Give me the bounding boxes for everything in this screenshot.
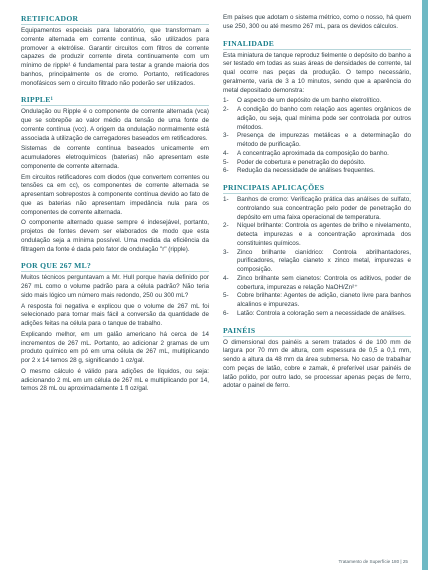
list-item-text: Presença de impurezas metálicas e a determinação do método de purificação. (237, 132, 411, 148)
paragraph: Em circuitos retificadores com diodos (que convertem correntes ou tensões ca em cc), os componentes de corrente alternada se apresentam sobrepostos à componente contínua devido ao fato de que as baterias não apresentam impedância nula para os componentes de corrente alternada. (21, 173, 209, 216)
paragraph: Ondulação ou Ripple é o componente de corrente alternada (vca) que se sobrepõe ao valor médio da tensão de uma fonte de corrente contínua (vcc). A origem da ondulação normalmente está associada à utilização de carregadores baseados em retificadores. (21, 108, 209, 142)
list-item (223, 106, 411, 132)
list-item (223, 97, 411, 106)
section-aplicacoes (223, 183, 411, 319)
list-item-text: Banhos de cromo: Verificação prática das análises de sulfato, controlando sua concentração pelo poder de penetração do depósito em uma faixa operacional de temperatura. (237, 196, 411, 221)
list-item-number: 3- (223, 132, 229, 140)
list-item-text: O aspecto de um depósito de um banho eletrolítico. (237, 97, 382, 105)
paragraph: Sistemas de corrente contínua baseados unicamente em acumuladores eletroquímicos (baterias) não apresentam este componente de corrente alternada. (21, 145, 209, 170)
list-item (223, 167, 411, 176)
list-item-number: 5- (223, 292, 229, 300)
list-item (223, 275, 411, 293)
list-item (223, 222, 411, 248)
list-item-number: 3- (223, 248, 229, 256)
paragraph: Equipamentos especiais para laboratório, que transformam a corrente alternada em corrente contínua, são utilizados para promover a eletrólise. Garantir circuitos com filtros de corrente capazes de produzir corrente direta continuamente com um mínimo de ripple¹ é fundamental para testar a grande maioria dos banhos, principalmente os de cromo. Portanto, retificadores monofásicos sem o circuito filtrado não poderão ser utilizados. (21, 27, 209, 87)
aplicacoes-list (223, 196, 411, 319)
list-item-text: Zinco brilhante sem cianetos: Controla os aditivos, poder de cobertura, impurezas e relação NaOH/Zn²⁺ (237, 274, 411, 291)
list-item-number: 2- (223, 106, 229, 113)
list-item-number: 1- (223, 97, 229, 105)
section-heading: RIPPLE¹ (21, 95, 54, 105)
list-item (223, 132, 411, 150)
list-item-text: Redução da necessidade de análises frequentes. (237, 167, 375, 175)
list-item (223, 310, 411, 319)
section-heading: POR QUE 267 ML? (21, 261, 92, 271)
right-column (223, 14, 411, 393)
heading-rule (223, 336, 411, 337)
paragraph: A resposta foi negativa e explicou que o volume de 267 mL foi selecionado para tornar mais fácil a conversão da quantidade de adições feitas na célula para o tanque de trabalho. (21, 302, 209, 327)
heading-rule (223, 193, 411, 194)
list-item-text: A condição do banho com relação aos agentes orgânicos de adição, ou seja, qual mínima pode ser controlada por outros métodos. (237, 106, 411, 131)
heading-rule (21, 24, 209, 25)
section-por-que-267 (21, 261, 209, 394)
heading-rule (21, 105, 209, 106)
list-item (223, 159, 411, 168)
section-finalidade (223, 39, 411, 177)
paragraph: O dimensional dos painéis a serem tratados é de 100 mm de largura por 70 mm de altura, com espessura de 0,5 a 0,1 mm, sendo a altura da 48 mm da área submersa. No caso de trabalhar com peças de latão, cobre e zamak, é preferível usar painéis de latão polido, por outro lado, se processar apenas peças de ferro, adotar o painel de ferro. (223, 338, 411, 390)
list-item-number: 6- (223, 167, 229, 175)
finalidade-list (223, 97, 411, 176)
section-ripple (21, 95, 209, 254)
paragraph: Esta miniatura de tanque reproduz fielmente o depósito do banho a ser testado em todas as suas áreas de densidades de corrente, tal qual ocorre nas peças da produção. O tempo necessário, geralmente, varia de 3 a 10 minutos, sendo que a aparência do metal depositado demonstra: (223, 51, 411, 94)
section-heading: PAINÉIS (223, 325, 256, 335)
section-heading: FINALIDADE (223, 38, 275, 48)
list-item-text: Latão: Controla a coloração sem a necessidade de análises. (237, 309, 406, 317)
list-item-text: Poder de cobertura e penetração do depósito. (237, 158, 366, 166)
paragraph: O componente alternado quase sempre é indesejável, portanto, projetos de fontes devem ser elaborados de modo que esta ondulação seja a mínima possível. Uma medida da eficiência da filtragem da fonte é dada pelo fator de ondulação "r" (ripple). (21, 219, 209, 253)
list-item-text: Níquel brilhante: Controla os agentes de brilho e nivelamento, detecta impurezas e a concentração aproximada dos constituintes químicos. (237, 222, 411, 247)
page-edge-accent-bar (422, 0, 428, 570)
section-retificador (21, 14, 209, 88)
section-heading: RETIFICADOR (21, 14, 79, 23)
list-item-number: 4- (223, 149, 229, 157)
list-item-number: 6- (223, 309, 229, 317)
list-item (223, 196, 411, 222)
list-item-text: A concentração aproximada da composição do banho. (237, 149, 389, 157)
left-column (21, 14, 209, 396)
paragraph: Muitos técnicos perguntavam a Mr. Hull porque havia definido por 267 mL como o volume padrão para a célula padrão? Não teria sido mais lógico um número mais redondo, 250 ou 300 mL? (21, 274, 209, 299)
list-item-number: 1- (223, 196, 229, 203)
list-item-text: Zinco brilhante cianídrico: Controla abrilhantadores, purificadores, relação cianeto x zinco metal, impurezas e composição. (237, 248, 411, 273)
list-item-number: 5- (223, 158, 229, 166)
paragraph: Explicando melhor, em um galão americano há cerca de 14 incrementos de 267 mL. Portanto, ao adicionar 2 gramas de um produto químico em pó em uma célula de 267 mL, multiplicando por 2 x 14 temos 28 g, significando 1 oz/gal. (21, 330, 209, 364)
paragraph: O mesmo cálculo é válido para adições de líquidos, ou seja: adicionando 2 mL em um célula de 267 mL e multiplicando por 14, temos 28 mL ou aproximadamente 1 fl oz/gal. (21, 367, 209, 393)
page-footer: Tratamento de Superfície 180 | 25 (338, 559, 408, 564)
list-item (223, 150, 411, 159)
section-heading: PRINCIPAIS APLICAÇÕES (223, 183, 325, 192)
heading-rule (21, 271, 209, 272)
list-item (223, 292, 411, 310)
list-item-number: 4- (223, 274, 229, 282)
list-item-number: 2- (223, 222, 229, 230)
paragraph: Em países que adotam o sistema métrico, como o nosso, há quem use 250, 300 ou até mesmo 267 mL, para os devidos cálculos. (223, 14, 411, 30)
list-item (223, 249, 411, 275)
section-paineis (223, 326, 411, 392)
list-item-text: Cobre brilhante: Agentes de adição, cianeto livre para banhos alcalinos e impurezas. (237, 292, 411, 308)
heading-rule (223, 49, 411, 50)
